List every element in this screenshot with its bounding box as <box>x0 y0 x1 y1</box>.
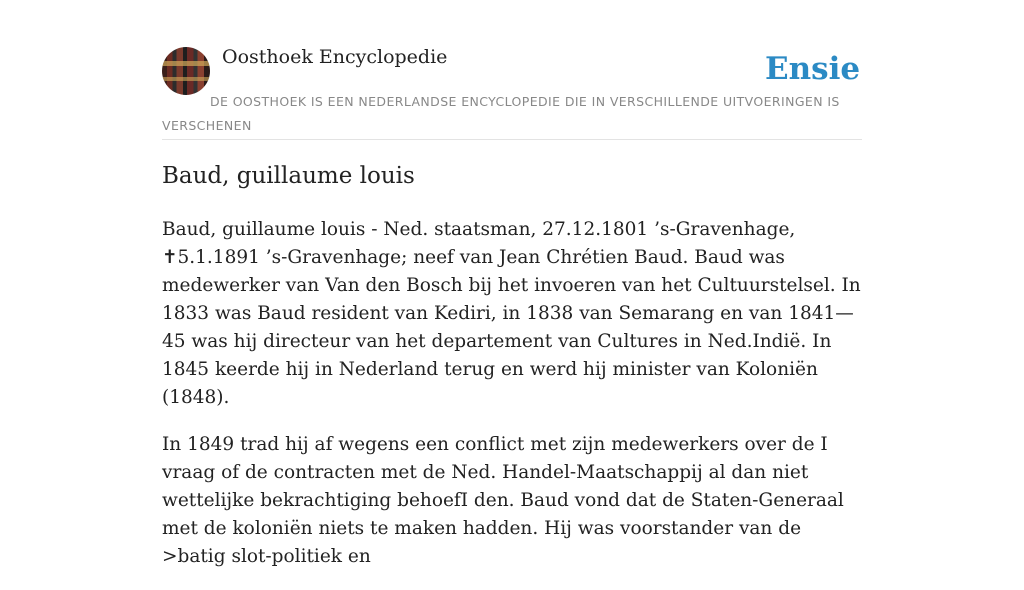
site-tagline: DE OOSTHOEK IS EEN NEDERLANDSE ENCYCLOPEDIE DIE IN VERSCHILLENDE UITVOERINGEN IS VERSCHENEN <box>162 94 840 133</box>
header-divider <box>162 139 862 140</box>
brand-logo[interactable]: Ensie <box>765 51 861 87</box>
site-title[interactable]: Oosthoek Encyclopedie <box>222 46 448 68</box>
article-paragraph: Baud, guillaume louis - Ned. staatsman, 27.12.1801 ’s-Gravenhage, ✝5.1.1891 ’s-Gravenhage; neef van Jean Chrétien Baud. Baud was medewerker van Van den Bosch bij het invoeren van het Cultuurstelsel. In 1833 was Baud resident van Kediri, in 1838 van Semarang en van 1841—45 was hij directeur van het departement van Cultures in Ned.Indië. In 1845 keerde hij in Nederland terug en werd hij minister van Koloniën (1848). <box>162 219 861 408</box>
avatar[interactable] <box>162 47 210 95</box>
article-body <box>162 216 862 590</box>
article-paragraph: In 1849 trad hij af wegens een conflict met zijn medewerkers over de I vraag of de contracten met de Ned. Handel-Maatschappij al dan niet wettelijke bekrachtiging behoefI den. Baud vond dat de Staten-Generaal met de koloniën niets te maken hadden. Hij was voorstander van de >batig slot-politiek en <box>162 434 844 567</box>
article-title: Baud, guillaume louis <box>162 163 415 189</box>
